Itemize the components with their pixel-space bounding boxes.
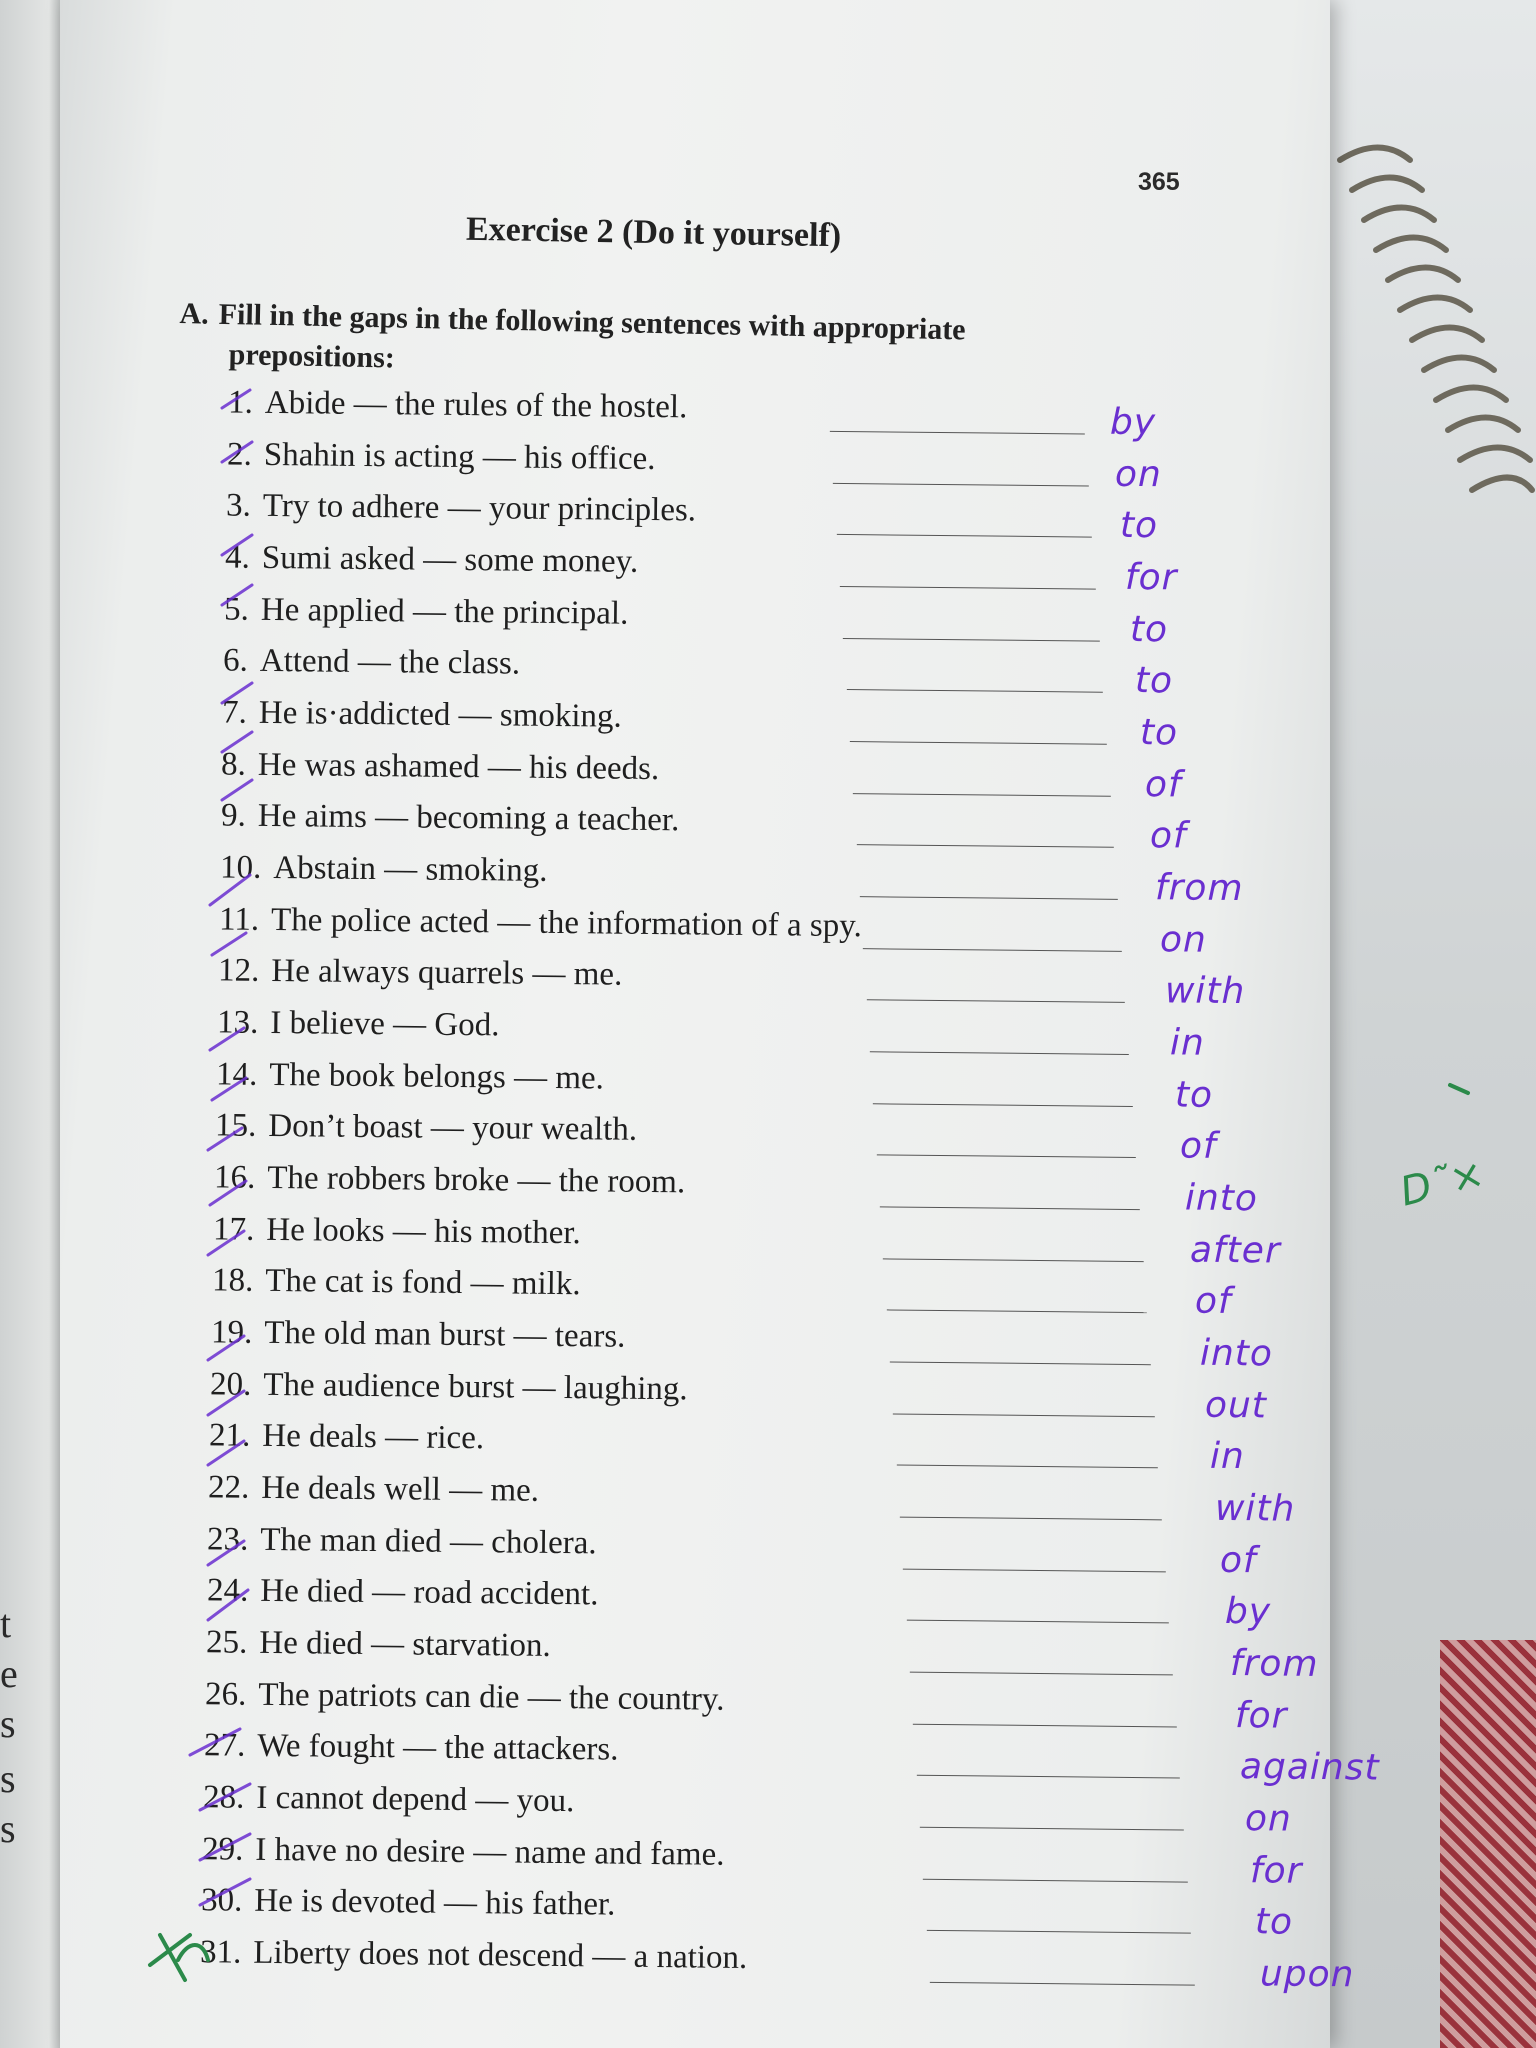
question-number: 4. <box>224 539 251 576</box>
handwritten-answer: by <box>1109 401 1157 444</box>
question-number: 29. <box>201 1831 244 1868</box>
question-number: 16. <box>213 1159 256 1196</box>
left-page-fragment: s <box>0 1756 16 1801</box>
handwritten-answer: of <box>1179 1125 1217 1167</box>
left-page-fragment: s <box>0 1806 16 1851</box>
question-sentence: The cat is fond — milk. <box>265 1262 581 1303</box>
handwritten-answer: to <box>1134 660 1174 702</box>
question-number: 24. <box>206 1572 249 1609</box>
question-sentence: Abide — the rules of the hostel. <box>264 384 688 426</box>
handwritten-answer: from <box>1229 1643 1319 1685</box>
question-sentence: The robbers broke — the room. <box>267 1159 686 1201</box>
handwritten-answer: against <box>1239 1746 1380 1789</box>
question-number: 31. <box>199 1934 242 1971</box>
question-sentence: The audience burst — laughing. <box>263 1366 688 1408</box>
question-sentence: The man died — cholera. <box>260 1521 597 1562</box>
question-sentence: Try to adhere — your principles. <box>262 487 697 529</box>
question-sentence: The police acted — the information of a spy. <box>270 901 863 945</box>
left-page-fragment: e <box>0 1651 18 1696</box>
question-number: 14. <box>215 1056 258 1093</box>
question-sentence: We fought — the attackers. <box>257 1727 619 1768</box>
exercise-title: Exercise 2 (Do it yourself) <box>465 210 842 255</box>
handwritten-answer: with <box>1164 970 1246 1013</box>
handwritten-answer: for <box>1124 556 1178 599</box>
instruction-label: A. <box>179 296 210 331</box>
question-number: 17. <box>212 1211 255 1248</box>
question-sentence: Abstain — smoking. <box>273 850 548 889</box>
question-number: 12. <box>217 952 260 989</box>
instruction-text-line1: Fill in the gaps in the following sentences with appropriate <box>218 297 966 347</box>
handwritten-answer: upon <box>1259 1953 1355 1996</box>
question-sentence: He is·addicted — smoking. <box>258 694 622 735</box>
handwritten-answer: by <box>1224 1590 1272 1633</box>
question-sentence: He died — starvation. <box>259 1624 551 1664</box>
question-number: 27. <box>203 1727 246 1764</box>
question-sentence: The patriots can die — the country. <box>258 1676 725 1718</box>
question-sentence: He deals — rice. <box>262 1417 485 1457</box>
handwritten-answer: to <box>1119 504 1159 547</box>
question-number: 7. <box>221 694 248 731</box>
question-sentence: I cannot depend — you. <box>256 1779 575 1820</box>
question-sentence: The old man burst — tears. <box>264 1314 626 1355</box>
question-number: 8. <box>220 746 247 783</box>
question-number: 3. <box>225 487 252 524</box>
handwritten-answer: for <box>1249 1850 1303 1892</box>
handwritten-answer: out <box>1204 1384 1268 1427</box>
handwritten-answer: for <box>1234 1695 1288 1737</box>
question-number: 18. <box>211 1262 254 1299</box>
question-sentence: He is devoted — his father. <box>254 1882 616 1923</box>
question-sentence: Don’t boast — your wealth. <box>268 1107 638 1148</box>
question-sentence: He applied — the principal. <box>260 591 629 632</box>
question-number: 30. <box>200 1882 243 1919</box>
handwritten-answer: to <box>1139 712 1179 754</box>
question-number: 26. <box>204 1676 247 1713</box>
question-number: 21. <box>208 1417 251 1454</box>
handwritten-answer: of <box>1219 1539 1257 1582</box>
left-page-fragment: s <box>0 1701 16 1746</box>
handwritten-answer: in <box>1169 1022 1205 1064</box>
question-number: 19. <box>210 1314 253 1351</box>
instruction-text-line2: prepositions: <box>228 338 396 375</box>
handwritten-answer: on <box>1244 1798 1292 1840</box>
handwritten-answer: on <box>1114 453 1162 496</box>
handwritten-answer: into <box>1184 1177 1259 1220</box>
handwritten-answer: of <box>1194 1280 1232 1323</box>
handwritten-answer: from <box>1154 867 1244 910</box>
question-sentence: I have no desire — name and fame. <box>255 1831 725 1873</box>
question-number: 23. <box>206 1521 249 1558</box>
question-number: 20. <box>209 1366 252 1403</box>
handwritten-answer: with <box>1214 1487 1296 1530</box>
question-number: 15. <box>214 1107 257 1144</box>
question-sentence: He deals well — me. <box>261 1469 540 1509</box>
handwritten-answer: on <box>1159 919 1207 961</box>
left-page-fragment: t <box>0 1601 12 1646</box>
question-sentence: He aims — becoming a teacher. <box>257 797 680 839</box>
question-sentence: Attend — the class. <box>259 642 521 682</box>
handwritten-answer: into <box>1199 1332 1274 1375</box>
question-number: 22. <box>207 1469 250 1506</box>
handwritten-answer: of <box>1144 764 1182 806</box>
question-number: 11. <box>218 901 260 938</box>
handwritten-answer: to <box>1254 1901 1294 1943</box>
question-sentence: He died — road accident. <box>260 1572 599 1613</box>
question-number: 10. <box>219 849 262 886</box>
question-sentence: He looks — his mother. <box>266 1211 581 1252</box>
handwritten-answer: in <box>1209 1435 1245 1478</box>
handwritten-answer: to <box>1129 608 1169 651</box>
question-number: 6. <box>222 642 249 679</box>
question-sentence: The book belongs — me. <box>269 1056 605 1097</box>
question-sentence: Sumi asked — some money. <box>261 539 639 580</box>
question-number: 1. <box>227 384 254 421</box>
question-sentence: He was ashamed — his deeds. <box>257 746 660 788</box>
side-note: D˜× <box>1395 1150 1489 1216</box>
question-sentence: He always quarrels — me. <box>271 952 623 993</box>
question-number: 9. <box>220 797 247 834</box>
question-sentence: Liberty does not descend — a nation. <box>253 1934 748 1976</box>
page-number: 365 <box>1138 168 1180 196</box>
question-sentence: I believe — God. <box>270 1004 500 1044</box>
question-number: 28. <box>202 1779 245 1816</box>
question-number: 13. <box>216 1004 259 1041</box>
handwritten-answer: after <box>1189 1229 1281 1272</box>
handwritten-answer: of <box>1149 815 1187 857</box>
question-number: 5. <box>223 591 250 628</box>
handwritten-answer: to <box>1174 1074 1214 1116</box>
question-number: 2. <box>226 436 253 473</box>
question-sentence: Shahin is acting — his office. <box>263 436 656 478</box>
question-number: 25. <box>205 1624 248 1661</box>
